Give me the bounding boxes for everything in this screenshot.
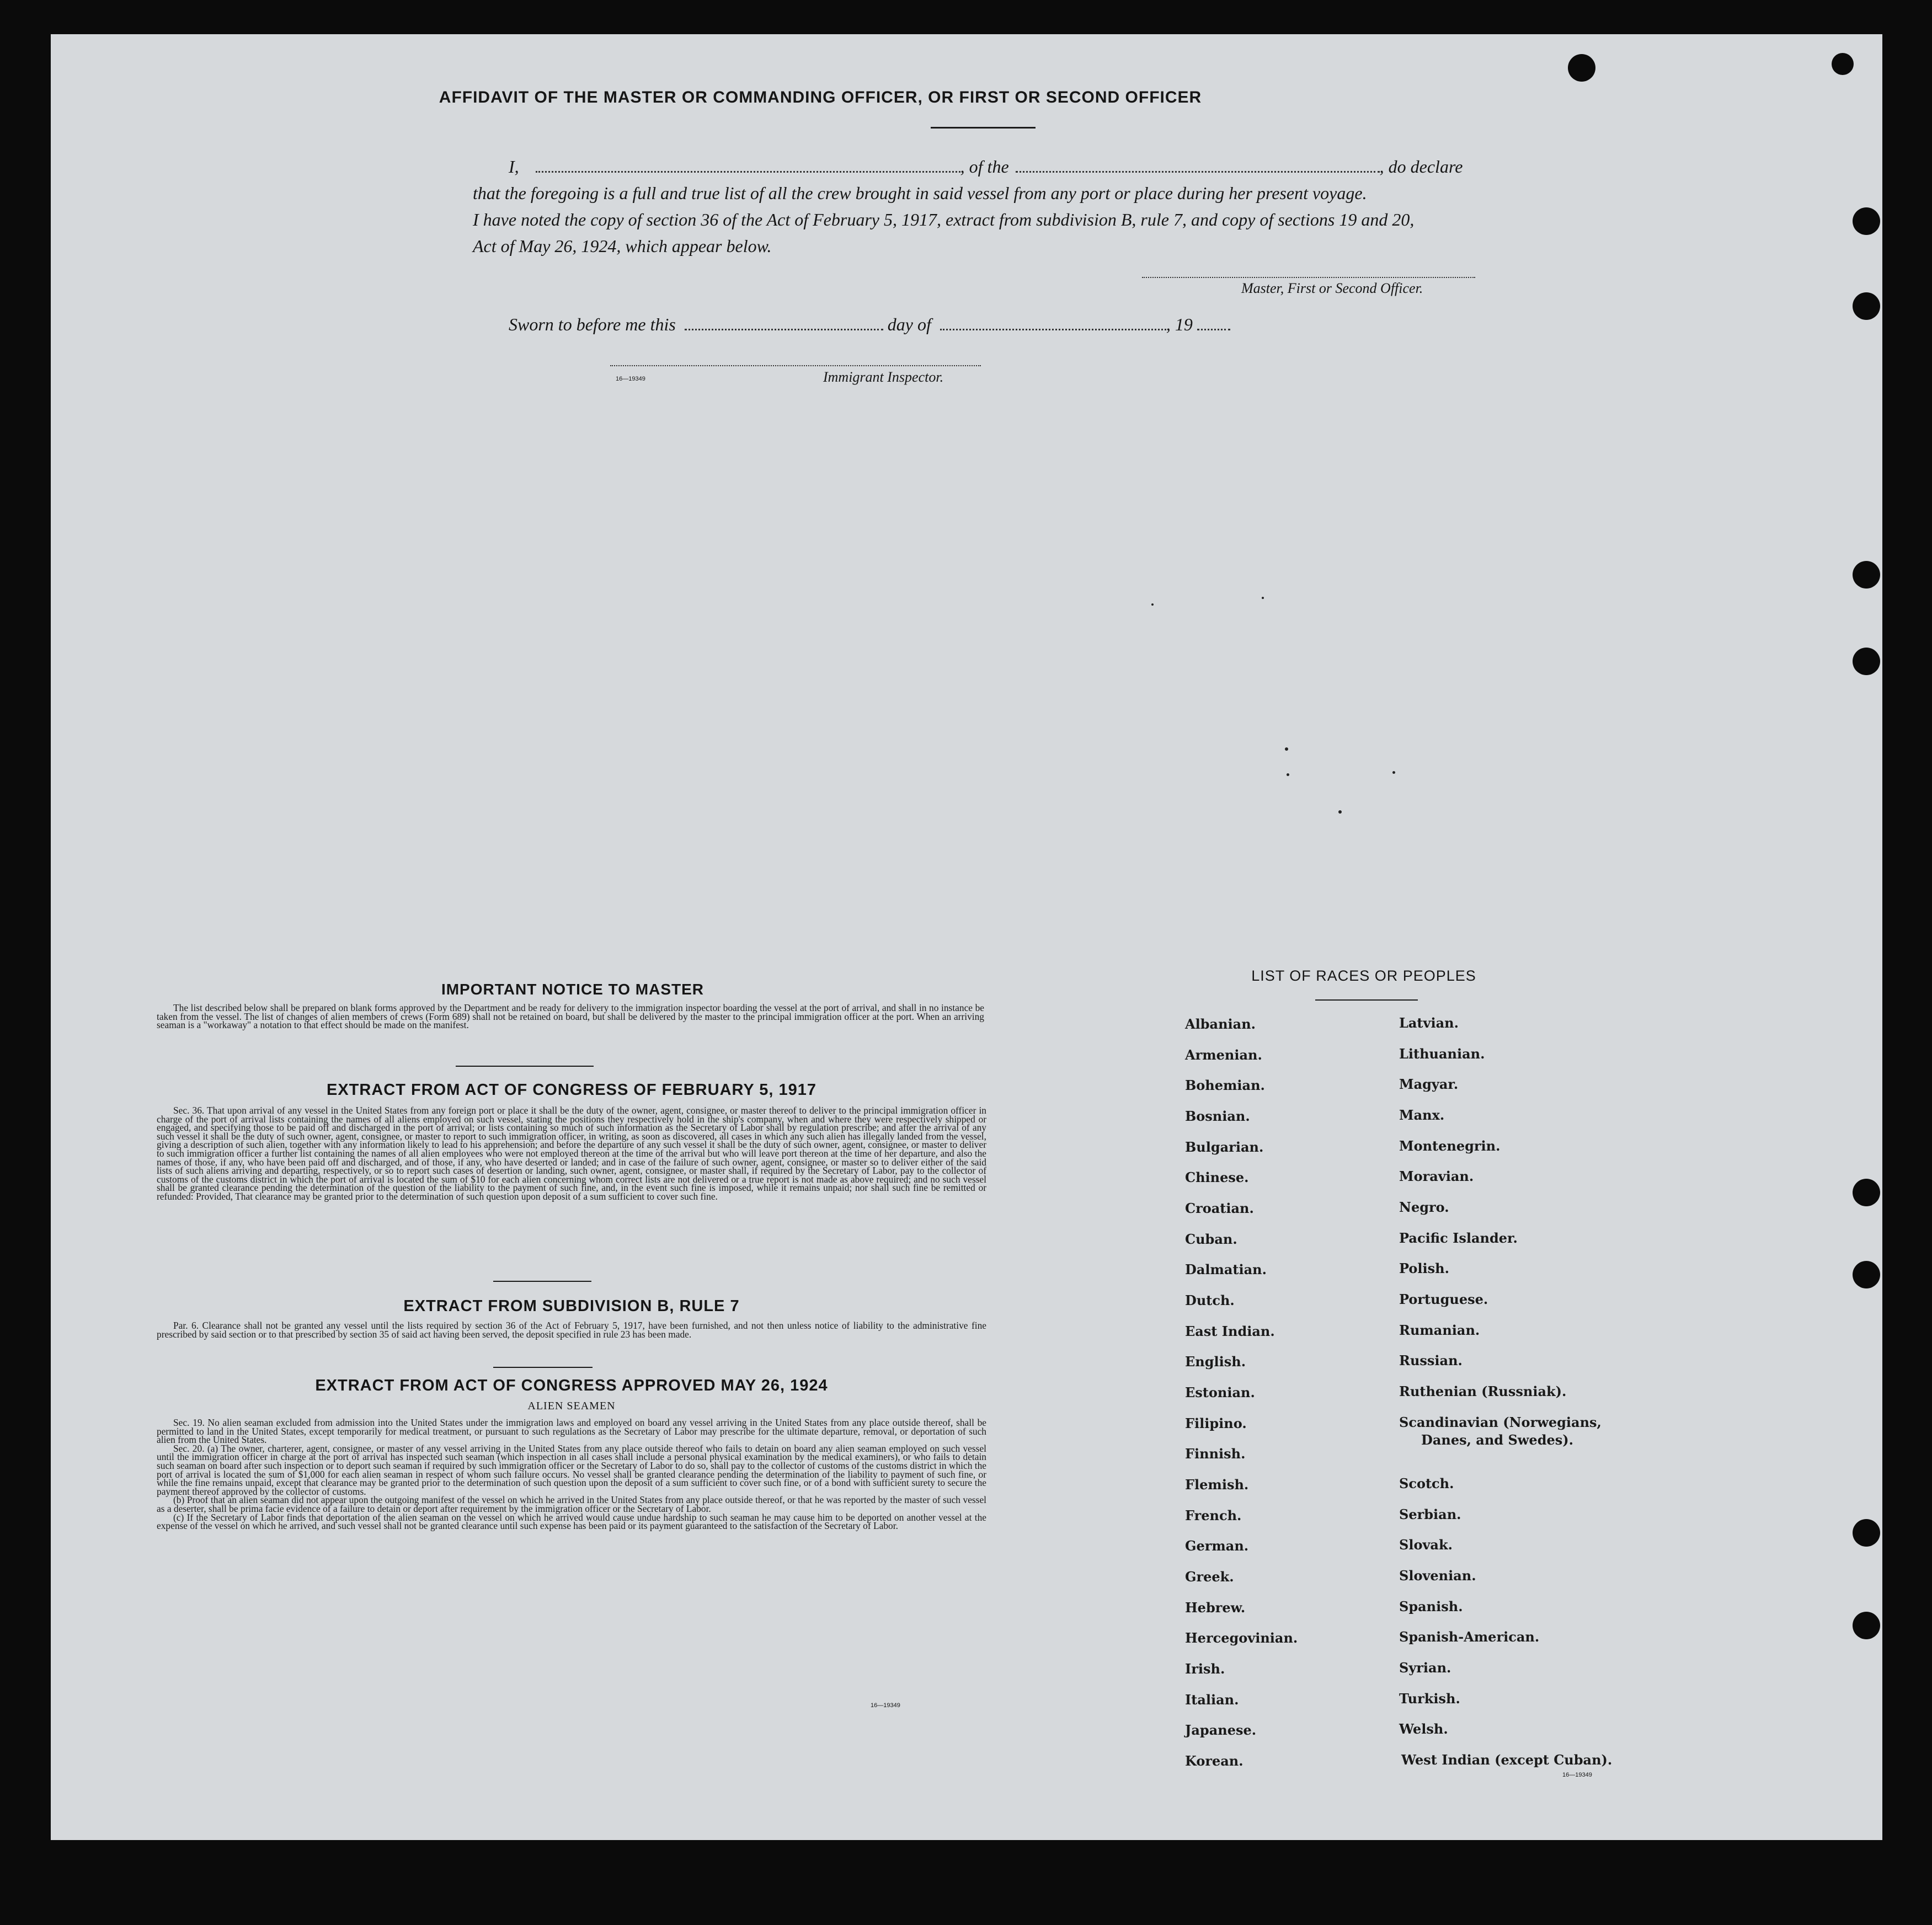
sec-20a-paragraph: Sec. 20. (a) The owner, charterer, agent, consignee, or master of any vessel arriving in the United States from any place outside thereof who fails to detain on board any alien seaman employed on such vessel until the immigration officer in charge at the port of arrival has inspected such seaman (which inspection in all cases shall include a personal physical examination by the medical examiners), or who fails to detain such seaman on board after such inspection or to deport such seaman if required by such immigration officer or the Secretary of Labor to do so, shall pay to the collector of customs of the customs district in which the port of arrival is located the sum of $1,000 for each alien seaman in respect of whom such failure occurs. No vessel shall be granted clearance pending the determination of the liability to payment of such fine, or while the fine remains unpaid, except that clearance may be granted prior to the determination of such question upon the deposit of a sum sufficient to cover such fine, or of a bond with sufficient surety to secure the payment thereof approved by the collector of customs.: [157, 1442, 986, 1497]
do-declare-label: , do declare: [1379, 157, 1463, 177]
race-item: Chinese.: [1185, 1169, 1249, 1185]
race-item: Slovenian.: [1399, 1568, 1476, 1584]
race-item: Spanish-American.: [1399, 1629, 1540, 1645]
affidavit-title: AFFIDAVIT OF THE MASTER OR COMMANDING OFFICER, OR FIRST OR SECOND OFFICER: [439, 88, 1202, 106]
notice-body: [157, 1004, 984, 1030]
race-item: Finnish.: [1185, 1446, 1246, 1462]
race-item: Spanish.: [1399, 1598, 1463, 1614]
race-item: Korean.: [1185, 1753, 1243, 1769]
race-item: Hercegovinian.: [1185, 1630, 1298, 1646]
race-item: Bulgarian.: [1185, 1139, 1264, 1155]
month-blank[interactable]: [940, 324, 1166, 330]
race-item: Negro.: [1399, 1199, 1449, 1215]
speck: [1287, 773, 1289, 776]
sec-20c-paragraph: (c) If the Secretary of Labor finds that deportation of the alien seaman on the vessel on which he arrived would cause undue hardship to such seaman he may cause him to be deported on another vessel at the expense of the vessel on which he arrived, and such vessel shall not be granted clearance until such expense has been paid or its payment guaranteed to the satisfaction of the Secretary of Labor.: [157, 1511, 986, 1532]
race-item: Scotch.: [1399, 1475, 1454, 1491]
binder-hole: [1853, 1612, 1880, 1639]
declaration-line-3: I have noted the copy of section 36 of the Act of February 5, 1917, extract from subdivision B, rule 7, and copy of sections 19 and 20,: [473, 210, 1415, 229]
master-signature-line[interactable]: [1142, 277, 1475, 279]
notice-title: IMPORTANT NOTICE TO MASTER: [441, 981, 705, 998]
sworn-line: [509, 311, 1230, 338]
binder-hole: [1853, 292, 1880, 320]
race-item: Latvian.: [1399, 1015, 1459, 1031]
binder-hole: [1853, 1519, 1880, 1547]
race-item: Japanese.: [1185, 1722, 1257, 1738]
speck: [1262, 597, 1264, 599]
i-label: I,: [509, 157, 519, 177]
speck: [1151, 603, 1154, 606]
race-item: Italian.: [1185, 1692, 1239, 1708]
extract-1917-title: EXTRACT FROM ACT OF CONGRESS OF FEBRUARY 5, 1917: [326, 1081, 817, 1099]
race-item: Scandinavian (Norwegians,: [1399, 1414, 1602, 1430]
notice-divider: [456, 1066, 594, 1067]
rule-7-title: EXTRACT FROM SUBDIVISION B, RULE 7: [403, 1297, 740, 1315]
master-signature-caption: Master, First or Second Officer.: [1241, 280, 1423, 296]
race-item: Estonian.: [1185, 1384, 1255, 1400]
race-item: Rumanian.: [1399, 1322, 1480, 1338]
race-item: English.: [1185, 1354, 1246, 1370]
extract-1917-divider: [493, 1281, 591, 1282]
race-item: Russian.: [1399, 1352, 1463, 1368]
race-item: Manx.: [1399, 1107, 1445, 1123]
race-item: Montenegrin.: [1399, 1138, 1501, 1154]
race-item: Welsh.: [1399, 1721, 1448, 1737]
races-left-column: [1185, 1016, 1384, 1816]
binder-hole: [1568, 54, 1595, 82]
races-right-column: [1399, 1015, 1653, 1815]
sec-36-paragraph: Sec. 36. That upon arrival of any vessel in the United States from any foreign port or place it shall be the duty of the owner, agent, consignee, or master thereof to deliver to the principal immigration officer in charge of the port of arrival lists containing the names of all aliens employed on such vessel, stating the positions they respectively hold in the ship's company, when and where they were respectively shipped or engaged, and specifying those to be paid off and discharged in the port of arrival; or lists containing so much of such information as the Secretary of Labor shall by regulation prescribe; and after the arrival of any such vessel it shall be the duty of such owner, agent, consignee, or master to report to such immigration officer, in writing, as soon as discovered, all cases in which any such alien has illegally landed from the vessel, giving a description of such alien, together with any information likely to lead to his apprehension; and before the departure of any such vessel it shall be the duty of such owner, agent, consignee, or master to deliver to such immigration officer a further list containing the names of all alien employees who were not employed thereon at the time of the arrival but who will leave port thereon at the time of her departure, and also the names of those, if any, who have been paid off and discharged, and of those, if any, who have deserted or landed; and in case of the failure of such owner, agent, consignee, or master so to deliver either of the said lists of such aliens arriving and departing, respectively, or so to report such cases of desertion or landing, such owner, agent, consignee, or master shall, if required by the Secretary of Labor, pay to the collector of customs of the customs district in which the port of arrival is located the sum of $10 for each alien concerning whom correct lists are not delivered or a true report is not made as above required; and no such vessel shall be granted clearance pending the determination of the question of the liability to the payment of such fine, and, in the event such fine is imposed, while it remains unpaid; nor shall such fine be remitted or refunded: Provided, That clearance may be granted prior to the determination of such question upon deposit of a sum sufficient to cover such fine.: [157, 1105, 986, 1202]
race-item: Armenian.: [1185, 1047, 1262, 1063]
race-item: Syrian.: [1399, 1660, 1451, 1676]
affidavit-form-number: 16—19349: [616, 376, 645, 382]
day-blank[interactable]: [685, 324, 883, 330]
race-item: Serbian.: [1399, 1506, 1461, 1522]
sec-20b-paragraph: (b) Proof that an alien seaman did not appear upon the outgoing manifest of the vessel on which he arrived in the United States from any place outside thereof, or that he was reported by the master of such vessel as a deserter, shall be prima facie evidence of a failure to detain or deport after requirement by the immigration officer or the Secretary of Labor.: [157, 1494, 986, 1514]
binder-hole: [1853, 1179, 1880, 1206]
binder-hole: [1832, 53, 1854, 75]
race-item: Polish.: [1399, 1260, 1449, 1276]
of-the-label: , of the: [960, 157, 1009, 177]
year-blank[interactable]: [1197, 324, 1230, 330]
sworn-label: Sworn to before me this: [509, 314, 676, 334]
alien-seamen-subtitle: ALIEN SEAMEN: [527, 1400, 616, 1412]
day-of-label: day of: [887, 314, 931, 334]
declaration-line-4: Act of May 26, 1924, which appear below.: [473, 236, 772, 256]
declaration-line-2: that the foregoing is a full and true list of all the crew brought in said vessel from any port or place during her present voyage.: [473, 183, 1367, 203]
race-item: West Indian (except Cuban).: [1401, 1752, 1613, 1768]
binder-hole: [1853, 648, 1880, 675]
race-item: Pacific Islander.: [1399, 1230, 1518, 1246]
race-item: Cuban.: [1185, 1231, 1237, 1247]
form-page: [51, 34, 1882, 1840]
rule-7-divider: [493, 1367, 593, 1368]
race-item: Turkish.: [1399, 1691, 1460, 1707]
race-item: Flemish.: [1185, 1477, 1249, 1493]
race-item: Hebrew.: [1185, 1600, 1246, 1616]
race-item: Slovak.: [1399, 1537, 1453, 1553]
inspector-signature-line[interactable]: [610, 365, 981, 367]
speck: [1338, 810, 1342, 814]
year-prefix: , 19: [1166, 314, 1193, 334]
race-item: East Indian.: [1185, 1323, 1275, 1339]
rule-7-body: [157, 1322, 986, 1339]
speck: [1285, 747, 1288, 751]
declaration-line-1: [509, 153, 1463, 180]
race-item: Bosnian.: [1185, 1108, 1250, 1124]
race-item: Albanian.: [1185, 1016, 1256, 1032]
inspector-caption: Immigrant Inspector.: [823, 369, 944, 385]
name-blank[interactable]: [536, 167, 960, 173]
extract-1917-body: [157, 1106, 986, 1201]
race-item: Irish.: [1185, 1661, 1225, 1677]
races-form-number: 16—19349: [1562, 1772, 1592, 1778]
race-item: French.: [1185, 1507, 1242, 1523]
notice-paragraph: The list described below shall be prepared on blank forms approved by the Department and be ready for delivery to the immigration inspector boarding the vessel at the port of arrival, and shall in no instance be taken from the vessel. The list of changes of alien members of crews (Form 689) shall not be retained on board, but shall be delivered by the master to the principal immigration officer at the port. When an arriving seaman is a "workaway" a notation to that effect should be made on the manifest.: [157, 1002, 984, 1031]
race-item: Dutch.: [1185, 1292, 1235, 1308]
race-item: Moravian.: [1399, 1168, 1474, 1184]
vessel-blank[interactable]: [1016, 167, 1380, 173]
race-item: German.: [1185, 1538, 1249, 1554]
races-divider: [1315, 999, 1418, 1001]
extract-1924-body: [157, 1419, 986, 1531]
race-item: Filipino.: [1185, 1415, 1247, 1431]
sec-19-paragraph: Sec. 19. No alien seaman excluded from admission into the United States under the immigration laws and employed on board any vessel arriving in the United States from any place outside thereof, shall be permitted to land in the United States, except temporarily for medical treatment, or pursuant to such regulations as the Secretary of Labor may prescribe for the ultimate departure, removal, or deportation of such alien from the United States.: [157, 1417, 986, 1446]
speck: [1392, 771, 1395, 774]
title-divider: [931, 127, 1036, 129]
race-item: Ruthenian (Russniak).: [1399, 1383, 1567, 1399]
race-item: Greek.: [1185, 1569, 1234, 1585]
binder-hole: [1853, 1261, 1880, 1288]
binder-hole: [1853, 207, 1880, 235]
race-item: Bohemian.: [1185, 1077, 1265, 1093]
race-item: Dalmatian.: [1185, 1261, 1267, 1277]
race-item: Croatian.: [1185, 1200, 1254, 1216]
race-item: Portuguese.: [1399, 1291, 1488, 1307]
binder-hole: [1853, 561, 1880, 589]
race-item: Magyar.: [1399, 1076, 1459, 1092]
extract-1924-title: EXTRACT FROM ACT OF CONGRESS APPROVED MAY 26, 1924: [315, 1377, 828, 1394]
races-title: LIST OF RACES OR PEOPLES: [1251, 967, 1476, 984]
race-item: Danes, and Swedes).: [1421, 1432, 1573, 1448]
extract-form-number: 16—19349: [871, 1702, 900, 1709]
race-item: Lithuanian.: [1399, 1046, 1485, 1062]
par-6-paragraph: Par. 6. Clearance shall not be granted any vessel until the lists required by section 36 of the Act of February 5, 1917, have been furnished, and not then unless notice of liability to the administrative fine prescribed by said section or to that prescribed by section 35 of said act having been served, the deposit specified in rule 23 has been made.: [157, 1320, 986, 1340]
